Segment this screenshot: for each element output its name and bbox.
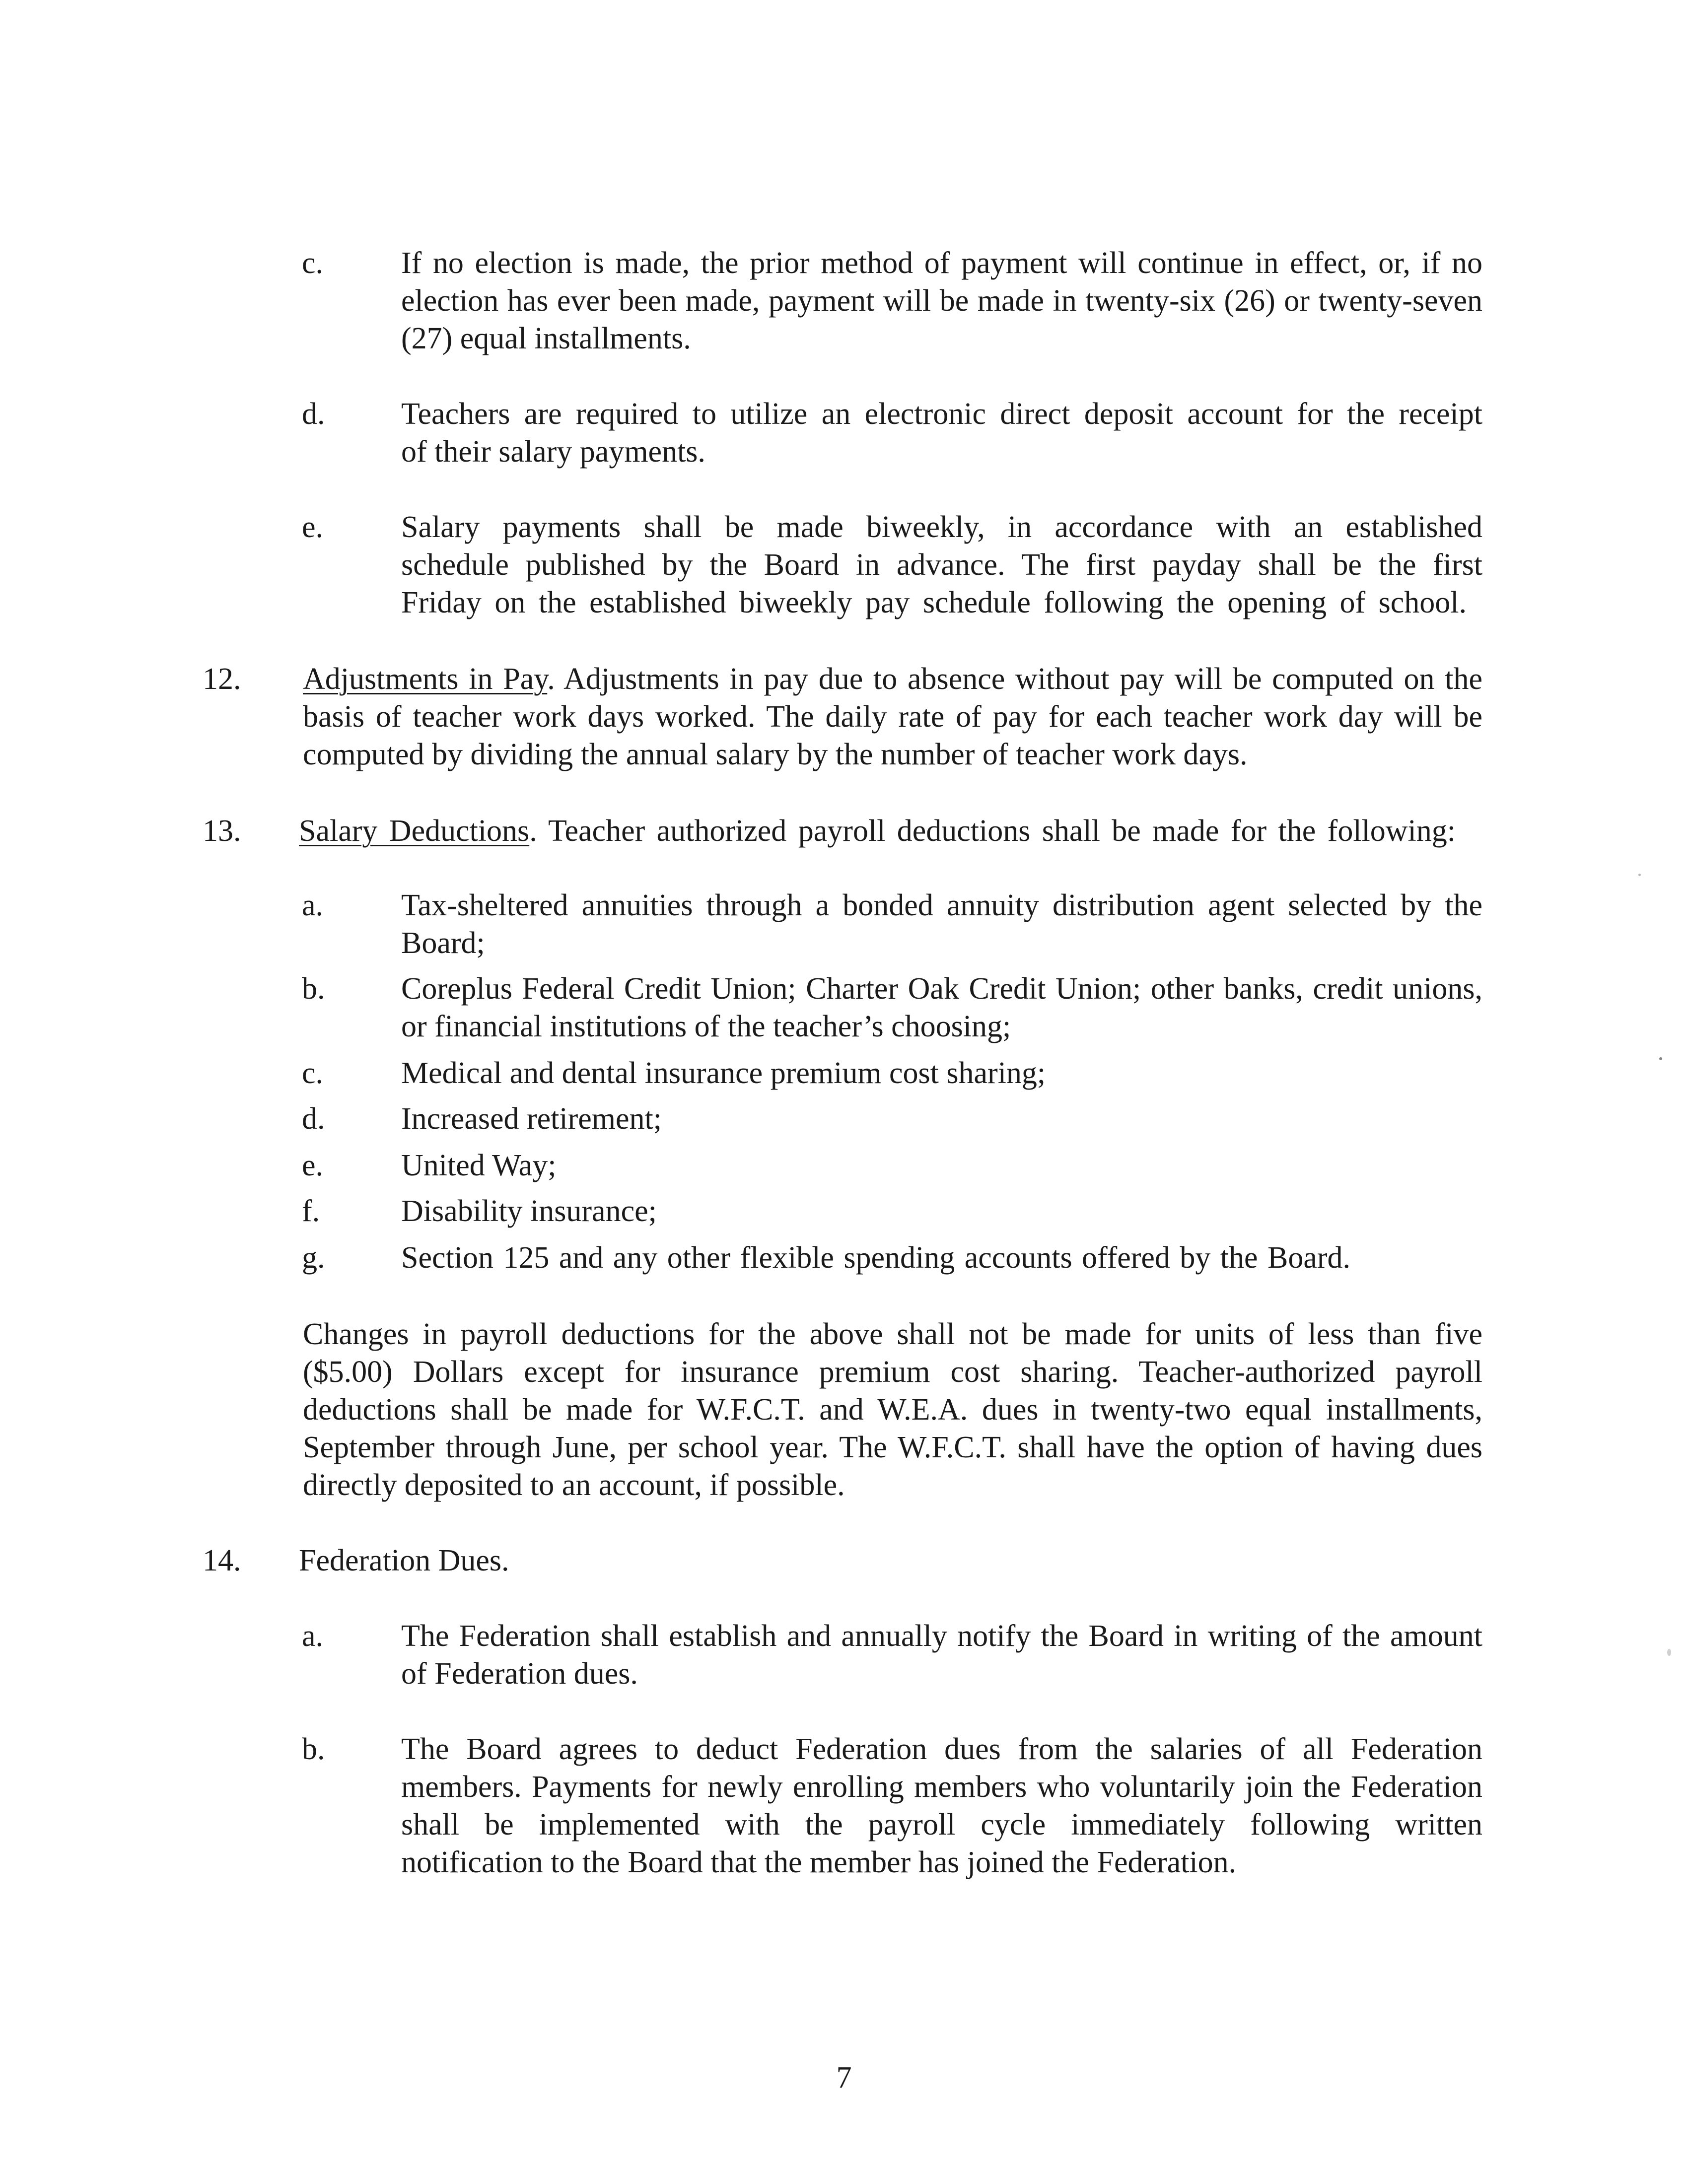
section-text: . Teacher authorized payroll deductions shall be made for the following: (529, 814, 1456, 848)
item-marker: e. (302, 510, 324, 544)
item-text-line: schedule published by the Board in advance. The first payday shall be the first (401, 548, 1482, 582)
item-text-line: shall be implemented with the payroll cycle immediately following written (401, 1808, 1482, 1842)
item-marker: d. (302, 397, 325, 431)
scan-speck (1659, 1057, 1662, 1060)
closing-text-line: Changes in payroll deductions for the above shall not be made for units of less than five (303, 1317, 1482, 1351)
item-text-line: If no election is made, the prior method of payment will continue in effect, or, if no (401, 246, 1482, 280)
item-text-line: Coreplus Federal Credit Union; Charter Oak Credit Union; other banks, credit unions, (401, 972, 1482, 1006)
item-text-line: Disability insurance; (401, 1194, 657, 1228)
item-text-line: members. Payments for newly enrolling members who voluntarily join the Federation (401, 1770, 1482, 1804)
section-12-first-line (303, 660, 1482, 698)
section-heading: Federation Dues. (299, 1544, 509, 1577)
item-text-line: or financial institutions of the teacher’s choosing; (401, 1010, 1011, 1043)
scan-speck (1667, 1649, 1671, 1656)
item-marker: b. (302, 1732, 325, 1766)
section-number: 14. (203, 1544, 241, 1577)
item-text-line: The Federation shall establish and annually notify the Board in writing of the amount (401, 1619, 1482, 1653)
item-text-line: United Way; (401, 1149, 557, 1182)
item-marker: a. (302, 1619, 324, 1653)
item-marker: c. (302, 246, 324, 280)
item-text-line: Section 125 and any other flexible spending accounts offered by the Board. (401, 1241, 1350, 1275)
closing-text-line: ($5.00) Dollars except for insurance premium cost sharing. Teacher-authorized payroll (303, 1355, 1482, 1389)
item-marker: b. (302, 972, 325, 1006)
item-marker: c. (302, 1056, 324, 1090)
section-number: 12. (203, 662, 241, 696)
item-text-line: of Federation dues. (401, 1657, 638, 1691)
item-text-line: The Board agrees to deduct Federation dues from the salaries of all Federation (401, 1732, 1482, 1766)
item-text-line: of their salary payments. (401, 435, 705, 469)
closing-text-line: September through June, per school year. The W.F.C.T. shall have the option of having dues (303, 1431, 1482, 1464)
section-text-line: computed by dividing the annual salary by the number of teacher work days. (303, 738, 1248, 771)
page-number: 7 (836, 2061, 852, 2095)
item-marker: d. (302, 1102, 325, 1136)
item-text-line: Tax-sheltered annuities through a bonded annuity distribution agent selected by the (401, 888, 1482, 922)
section-13-first-line (299, 812, 1456, 850)
closing-text-line: directly deposited to an account, if possible. (303, 1468, 845, 1502)
item-text-line: Salary payments shall be made biweekly, in accordance with an established (401, 510, 1482, 544)
item-text-line: Increased retirement; (401, 1102, 662, 1136)
item-marker: g. (302, 1241, 325, 1275)
section-text-line: basis of teacher work days worked. The daily rate of pay for each teacher work day will be (303, 700, 1482, 734)
item-text-line: Teachers are required to utilize an electronic direct deposit account for the receipt (401, 397, 1482, 431)
item-text-line: election has ever been made, payment will be made in twenty-six (26) or twenty-seven (401, 284, 1482, 318)
section-heading: Salary Deductions (299, 814, 530, 848)
item-marker: e. (302, 1149, 324, 1182)
item-marker: f. (302, 1194, 320, 1228)
section-heading: Adjustments in Pay (303, 662, 548, 696)
item-marker: a. (302, 888, 324, 922)
section-number: 13. (203, 814, 241, 848)
item-text-line: Board; (401, 926, 485, 960)
item-text-line: (27) equal installments. (401, 322, 691, 355)
scan-speck (1638, 874, 1641, 876)
section-text: . Adjustments in pay due to absence without pay will be computed on the (547, 662, 1482, 696)
item-text-line: notification to the Board that the member has joined the Federation. (401, 1845, 1237, 1879)
closing-text-line: deductions shall be made for W.F.C.T. and W.E.A. dues in twenty-two equal installments, (303, 1393, 1482, 1427)
item-text-line: Friday on the established biweekly pay schedule following the opening of school. (401, 586, 1467, 619)
item-text-line: Medical and dental insurance premium cost sharing; (401, 1056, 1046, 1090)
